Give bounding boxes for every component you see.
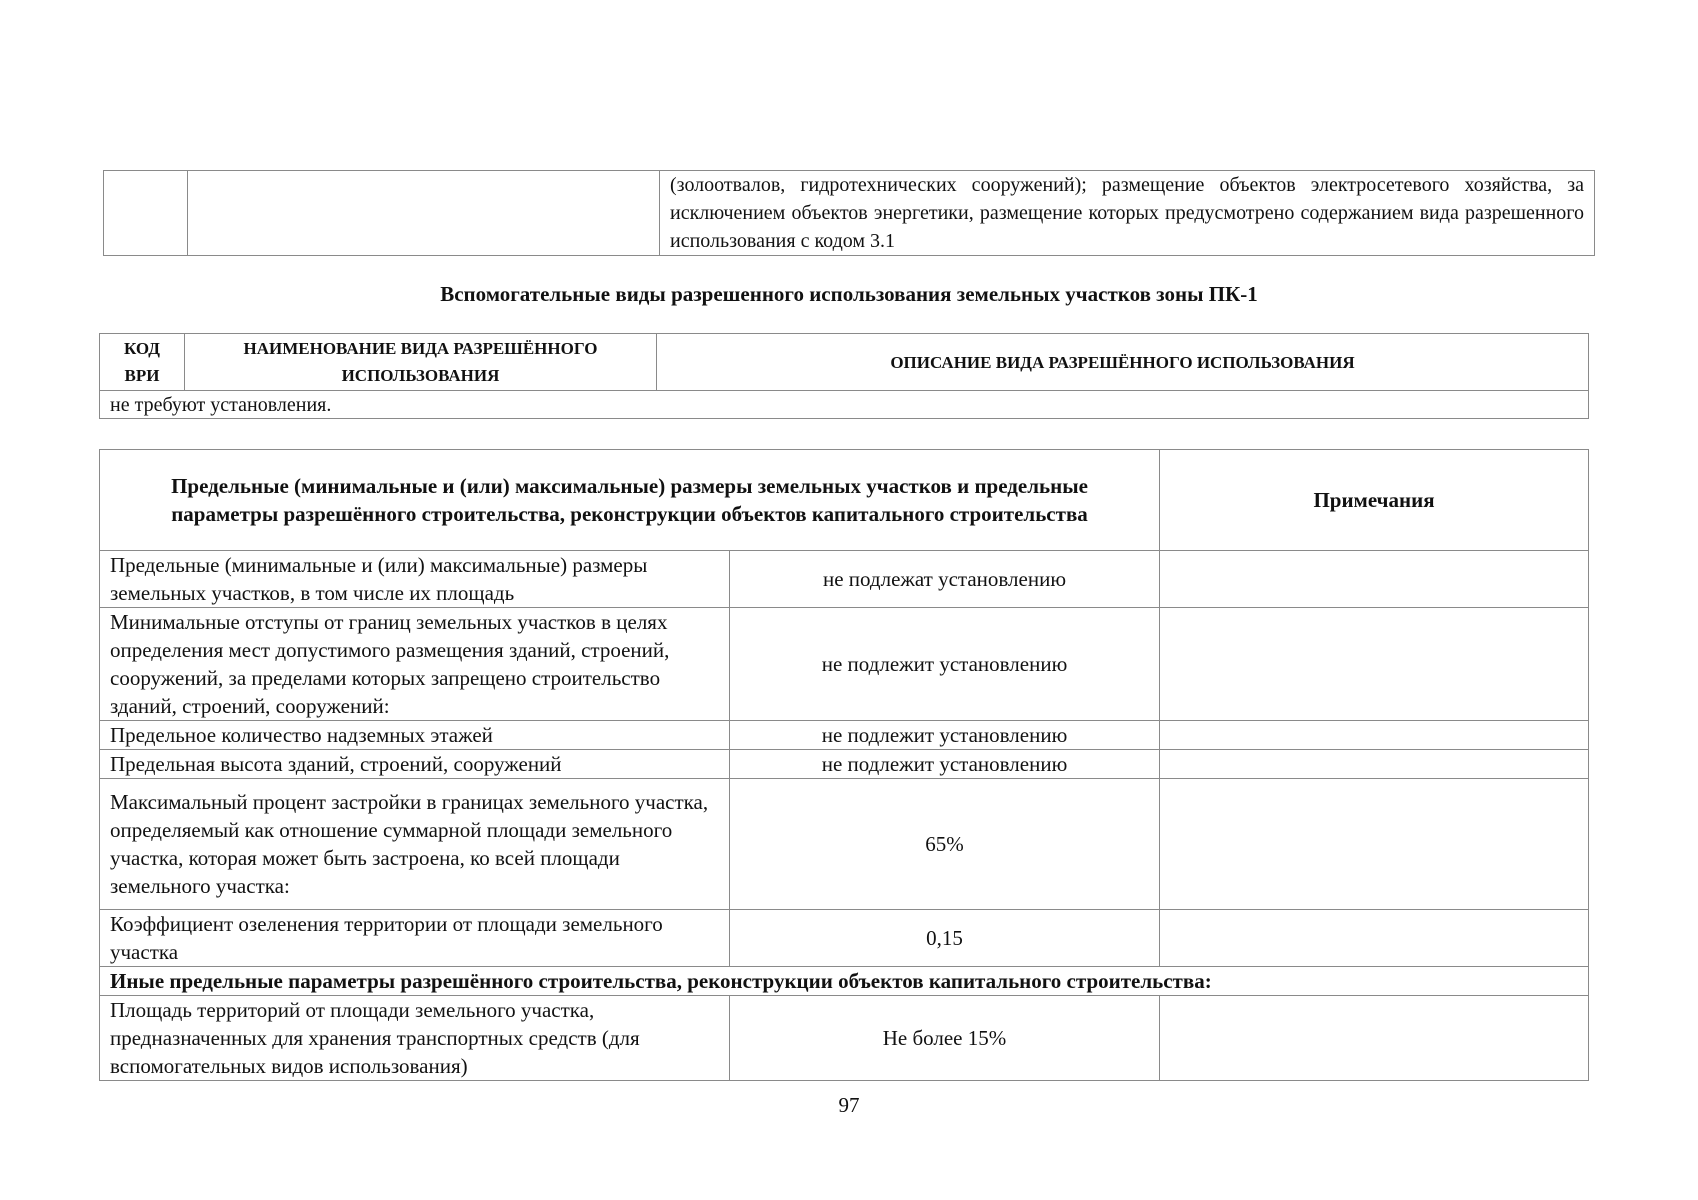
parameter-label: Максимальный процент застройки в границах земельного участка, определяемый как отношение суммарной площади земельного участка, которая может быть застроена, ко всей площади земельного участка: <box>100 779 730 910</box>
parameter-value: не подлежит установлению <box>730 608 1160 721</box>
parameter-value: не подлежат установлению <box>730 551 1160 608</box>
parameter-note <box>1160 750 1589 779</box>
table-cell <box>104 171 188 256</box>
table-cell <box>188 171 660 256</box>
parameter-value: 65% <box>730 779 1160 910</box>
auxiliary-uses-table <box>99 333 1589 419</box>
table-row <box>100 996 1589 1081</box>
parameter-note <box>1160 721 1589 750</box>
page-number: 97 <box>838 1093 860 1117</box>
table-row <box>100 608 1589 721</box>
parameter-value: 0,15 <box>730 910 1160 967</box>
table-row <box>100 391 1589 419</box>
table-row <box>104 171 1595 256</box>
parameter-note <box>1160 779 1589 910</box>
parameter-label: Минимальные отступы от границ земельных участков в целях определения мест допустимого размещения зданий, строений, сооружений, за пределами которых запрещено строительство зданий, строений, сооружений: <box>100 608 730 721</box>
column-header-code: КОД ВРИ <box>100 334 185 391</box>
table-row <box>100 721 1589 750</box>
parameters-header: Предельные (минимальные и (или) максимальные) размеры земельных участков и предельные параметры разрешённого строительства, реконструкции объектов капитального строительства <box>100 450 1160 551</box>
table-row <box>100 910 1589 967</box>
column-header-description: ОПИСАНИЕ ВИДА РАЗРЕШЁННОГО ИСПОЛЬЗОВАНИЯ <box>657 334 1589 391</box>
parameter-value: не подлежит установлению <box>730 750 1160 779</box>
parameter-note <box>1160 996 1589 1081</box>
parameter-label: Предельная высота зданий, строений, сооружений <box>100 750 730 779</box>
table-row <box>100 779 1589 910</box>
parameter-label: Коэффициент озеленения территории от площади земельного участка <box>100 910 730 967</box>
parameter-value: не подлежит установлению <box>730 721 1160 750</box>
table-header-row <box>100 450 1589 551</box>
continuation-table <box>103 170 1595 256</box>
continuation-text: (золоотвалов, гидротехнических сооружений); размещение объектов электросетевого хозяйства, за исключением объектов энергетики, размещение которых предусмотрено содержанием вида разрешенного использования с кодом 3.1 <box>660 171 1595 256</box>
parameter-label: Площадь территорий от площади земельного участка, предназначенных для хранения транспортных средств (для вспомогательных видов использования) <box>100 996 730 1081</box>
table-row <box>100 967 1589 996</box>
section-title: Вспомогательные виды разрешенного использования земельных участков зоны ПК-1 <box>440 282 1258 306</box>
table-row <box>100 551 1589 608</box>
table-row <box>100 750 1589 779</box>
notes-header: Примечания <box>1160 450 1589 551</box>
parameter-note <box>1160 608 1589 721</box>
parameter-note <box>1160 910 1589 967</box>
other-parameters-subheader: Иные предельные параметры разрешённого строительства, реконструкции объектов капитального строительства: <box>100 967 1589 996</box>
table-note: не требуют установления. <box>100 391 1589 419</box>
parameter-value: Не более 15% <box>730 996 1160 1081</box>
parameter-label: Предельное количество надземных этажей <box>100 721 730 750</box>
parameter-note <box>1160 551 1589 608</box>
table-header-row <box>100 334 1589 391</box>
column-header-name: НАИМЕНОВАНИЕ ВИДА РАЗРЕШЁННОГО ИСПОЛЬЗОВАНИЯ <box>185 334 657 391</box>
parameters-table <box>99 449 1589 1081</box>
parameter-label: Предельные (минимальные и (или) максимальные) размеры земельных участков, в том числе их площадь <box>100 551 730 608</box>
